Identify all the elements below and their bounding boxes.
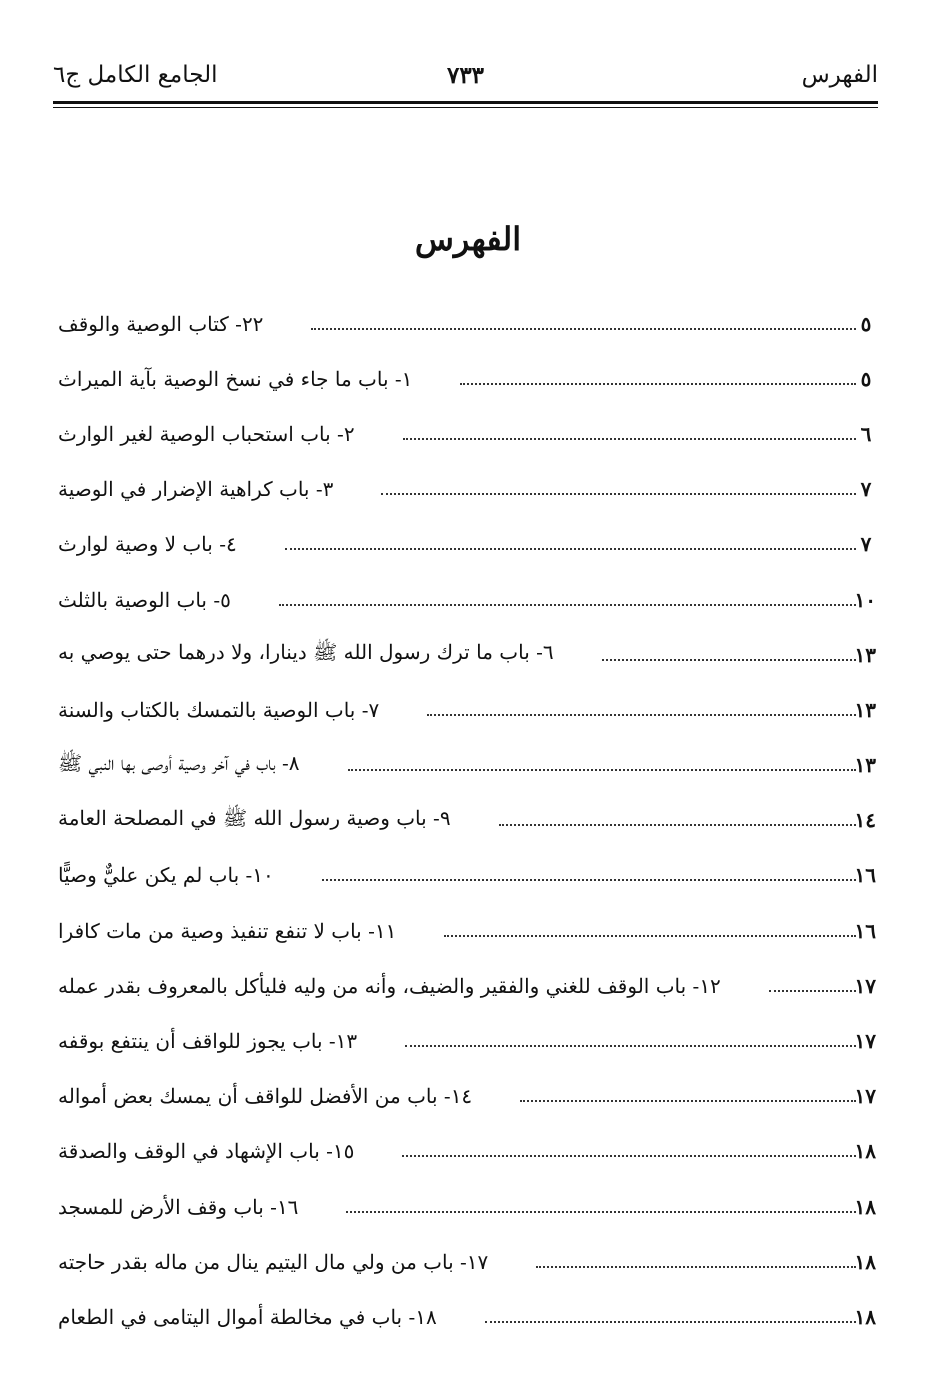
toc-entry-title: ١٧- باب من ولي مال اليتيم ينال من ماله بقدر حاجته [58, 1249, 489, 1274]
dot-leader [520, 1100, 856, 1102]
toc-entry-title: ٨- باب في آخر وصية أوصى بها النبي ﷺ [58, 750, 300, 775]
toc-entry [50, 1179, 876, 1234]
toc-entry-title: ١٠- باب لم يكن عليٌّ وصيًّا [58, 863, 274, 888]
toc-entry-page: ١٨ [854, 1304, 876, 1329]
toc-entry [50, 682, 876, 737]
toc-entry-page: ١٤ [854, 808, 876, 833]
running-header [53, 58, 878, 98]
toc-entry [50, 958, 876, 1013]
toc-entry-page: ١٣ [854, 642, 876, 667]
dot-leader [769, 990, 856, 992]
toc-entry [50, 848, 876, 903]
toc-entry-page: ١٦ [854, 863, 876, 888]
toc-entry-page: ١٨ [854, 1194, 876, 1219]
toc-entry-title: ١١- باب لا تنفع تنفيذ وصية من مات كافرا [58, 918, 397, 943]
toc-entry-page: ١٧ [854, 1029, 876, 1054]
toc-entry [50, 1289, 876, 1344]
page-title: الفهرس [414, 220, 522, 258]
dot-leader [381, 493, 856, 495]
dot-leader [536, 1266, 856, 1268]
toc-entry [50, 903, 876, 958]
dot-leader [346, 1211, 856, 1213]
toc-entry-page: ٦ [860, 421, 872, 446]
header-rule-thin [53, 107, 878, 108]
toc-entry-title: ٢٢- كتاب الوصية والوقف [58, 311, 264, 336]
toc-entry-title: ١- باب ما جاء في نسخ الوصية بآية الميراث [58, 366, 413, 391]
toc-entry [50, 738, 876, 793]
toc-entry-page: ٧ [860, 477, 872, 502]
header-rule-thick [53, 101, 878, 104]
dot-leader [499, 824, 856, 826]
toc-entry [50, 572, 876, 627]
dot-leader [444, 935, 856, 937]
dot-leader [311, 328, 856, 330]
toc-entry-page: ٧ [860, 532, 872, 557]
toc-entry-page: ٥ [860, 366, 872, 391]
toc-entry [50, 1069, 876, 1124]
dot-leader [485, 1321, 856, 1323]
toc-entry-title: ١٥- باب الإشهاد في الوقف والصدقة [58, 1139, 355, 1164]
dot-leader [427, 714, 856, 716]
toc-entry-title: ٢- باب استحباب الوصية لغير الوارث [58, 421, 355, 446]
dot-leader [402, 1155, 856, 1157]
toc-entry-title: ١٤- باب من الأفضل للواقف أن يمسك بعض أمواله [58, 1084, 473, 1109]
dot-leader [322, 879, 856, 881]
toc-entry-title: ٦- باب ما ترك رسول الله ﷺ دينارا، ولا درهما حتى يوصي به [58, 640, 554, 665]
toc-entry [50, 1234, 876, 1289]
dot-leader [348, 769, 857, 771]
toc-entry [50, 296, 876, 351]
toc-entry [50, 406, 876, 461]
dot-leader [279, 604, 856, 606]
table-of-contents [50, 296, 876, 1345]
toc-entry-title: ١٢- باب الوقف للغني والفقير والضيف، وأنه من وليه فليأكل بالمعروف بقدر عمله [58, 973, 721, 998]
toc-entry-page: ١٧ [854, 1084, 876, 1109]
toc-entry-page: ١٠ [854, 587, 876, 612]
toc-entry-page: ١٣ [854, 697, 876, 722]
toc-entry [50, 1013, 876, 1068]
toc-entry-page: ٥ [860, 311, 872, 336]
toc-entry [50, 462, 876, 517]
toc-entry-title: ١٣- باب يجوز للواقف أن ينتفع بوقفه [58, 1029, 358, 1054]
toc-entry-title: ١٨- باب في مخالطة أموال اليتامى في الطعام [58, 1304, 437, 1329]
header-book-title: الجامع الكامل ج٦ [53, 62, 218, 88]
toc-entry-page: ١٨ [854, 1139, 876, 1164]
toc-entry [50, 627, 876, 682]
header-section-title: الفهرس [801, 62, 878, 88]
dot-leader [460, 383, 856, 385]
toc-entry-page: ١٣ [854, 753, 876, 778]
toc-entry-page: ١٨ [854, 1249, 876, 1274]
toc-entry-page: ١٧ [854, 973, 876, 998]
header-page-number: ٧٣٣ [446, 62, 485, 89]
toc-entry-title: ٤- باب لا وصية لوارث [58, 532, 237, 557]
toc-entry [50, 793, 876, 848]
toc-entry-page: ١٦ [854, 918, 876, 943]
toc-entry-title: ٧- باب الوصية بالتمسك بالكتاب والسنة [58, 697, 380, 722]
toc-entry [50, 517, 876, 572]
toc-entry-title: ٩- باب وصية رسول الله ﷺ في المصلحة العامة [58, 805, 451, 830]
toc-entry [50, 1124, 876, 1179]
toc-entry-title: ٥- باب الوصية بالثلث [58, 587, 231, 612]
toc-entry-title: ١٦- باب وقف الأرض للمسجد [58, 1194, 299, 1219]
toc-entry-title: ٣- باب كراهية الإضرار في الوصية [58, 477, 334, 502]
dot-leader [403, 438, 856, 440]
toc-entry [50, 351, 876, 406]
dot-leader [405, 1045, 856, 1047]
dot-leader [602, 659, 856, 661]
dot-leader [285, 548, 856, 550]
